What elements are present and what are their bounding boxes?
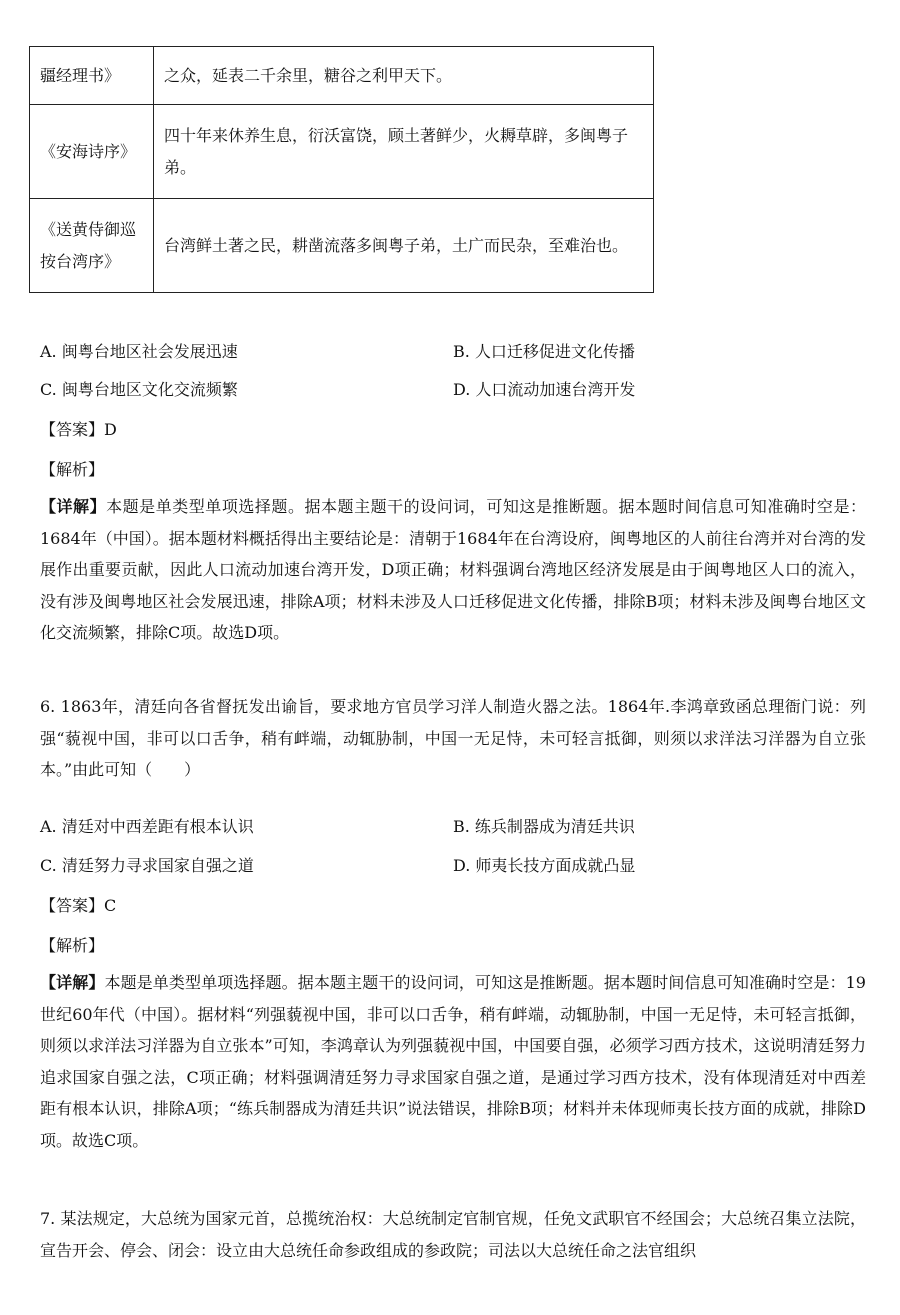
q6-option-c: C. 清廷努力寻求国家自强之道 bbox=[40, 856, 254, 875]
q6-option-b: B. 练兵制器成为清廷共识 bbox=[453, 817, 635, 836]
q5-detail-text: 本题是单类型单项选择题。据本题主题干的设问词，可知这是推断题。据本题时间信息可知准确时空是：1684年（中国）。据本题材料概括得出主要结论是：清朝于1684年在台湾设府，闽粤地区的人前往台湾并对台湾的发展作出重要贡献，因此人口流动加速台湾开发，D项正确；材料强调台湾地区经济发展是由于闽粤地区人口的流入，没有涉及闽粤地区社会发展迅速，排除A项；材料未涉及人口迁移促进文化传播，排除B项；材料未涉及闽粤台地区文化交流频繁，排除C项。故选D项。 bbox=[40, 497, 866, 642]
table-row bbox=[30, 199, 654, 293]
source-table bbox=[29, 46, 654, 293]
table-source-cell: 《送黄侍御巡按台湾序》 bbox=[30, 199, 154, 293]
q5-detail bbox=[40, 491, 866, 649]
table-source-cell: 疆经理书》 bbox=[30, 47, 154, 105]
q6-stem: 6. 1863年，清廷向各省督抚发出谕旨，要求地方官员学习洋人制造火器之法。1864年.李鸿章致函总理衙门说：列强“藐视中国，非可以口舌争，稍有衅端，动辄胁制，中国一无足恃，未可轻言抵御，则须以求洋法习洋器为自立张本。”由此可知（ ） bbox=[40, 697, 866, 779]
table-row bbox=[30, 105, 654, 199]
q6-detail bbox=[40, 967, 866, 1156]
q6-detail-text: 本题是单类型单项选择题。据本题主题干的设问词，可知这是推断题。据本题时间信息可知准确时空是：19世纪60年代（中国）。据材料“列强藐视中国，非可以口舌争，稍有衅端，动辄胁制，中国一无足恃，未可轻言抵御，则须以求洋法习洋器为自立张本”可知，李鸿章认为列强藐视中国，中国要自强，必须学习西方技术，这说明清廷努力追求国家自强之法，C项正确；材料强调清廷努力寻求国家自强之道，是通过学习西方技术，没有体现清廷对中西差距有根本认识，排除A项；“练兵制器成为清廷共识”说法错误，排除B项；材料并未体现师夷长技方面的成就，排除D项。故选C项。 bbox=[40, 973, 866, 1150]
table-text-cell: 四十年来休养生息，衍沃富饶，顾土著鲜少，火耨草辟，多闽粤子弟。 bbox=[154, 105, 654, 199]
q7-stem: 7. 某法规定，大总统为国家元首，总揽统治权：大总统制定官制官规，任免文武职官不经国会；大总统召集立法院，宣告开会、停会、闭会：设立由大总统任命参政组成的参政院；司法以大总统任命之法官组织 bbox=[40, 1209, 866, 1260]
q6-answer: 【答案】C bbox=[40, 896, 117, 915]
table-text-cell: 之众，延表二千余里，糖谷之利甲天下。 bbox=[154, 47, 654, 105]
q6-detail-label: 【详解】 bbox=[40, 973, 105, 992]
q5-analysis-heading: 【解析】 bbox=[40, 460, 105, 479]
q5-option-a: A. 闽粤台地区社会发展迅速 bbox=[40, 342, 238, 361]
q5-option-c: C. 闽粤台地区文化交流频繁 bbox=[40, 380, 238, 399]
q5-detail-label: 【详解】 bbox=[40, 497, 107, 516]
q6-analysis-heading: 【解析】 bbox=[40, 936, 105, 955]
q5-option-d: D. 人口流动加速台湾开发 bbox=[453, 380, 636, 399]
table-row bbox=[30, 47, 654, 105]
q6-option-a: A. 清廷对中西差距有根本认识 bbox=[40, 817, 254, 836]
table-source-cell: 《安海诗序》 bbox=[30, 105, 154, 199]
q6-option-d: D. 师夷长技方面成就凸显 bbox=[453, 856, 636, 875]
table-text-cell: 台湾鲜土著之民，耕凿流落多闽粤子弟，土广而民杂，至难治也。 bbox=[154, 199, 654, 293]
q5-option-b: B. 人口迁移促进文化传播 bbox=[453, 342, 635, 361]
q5-answer: 【答案】D bbox=[40, 420, 117, 439]
